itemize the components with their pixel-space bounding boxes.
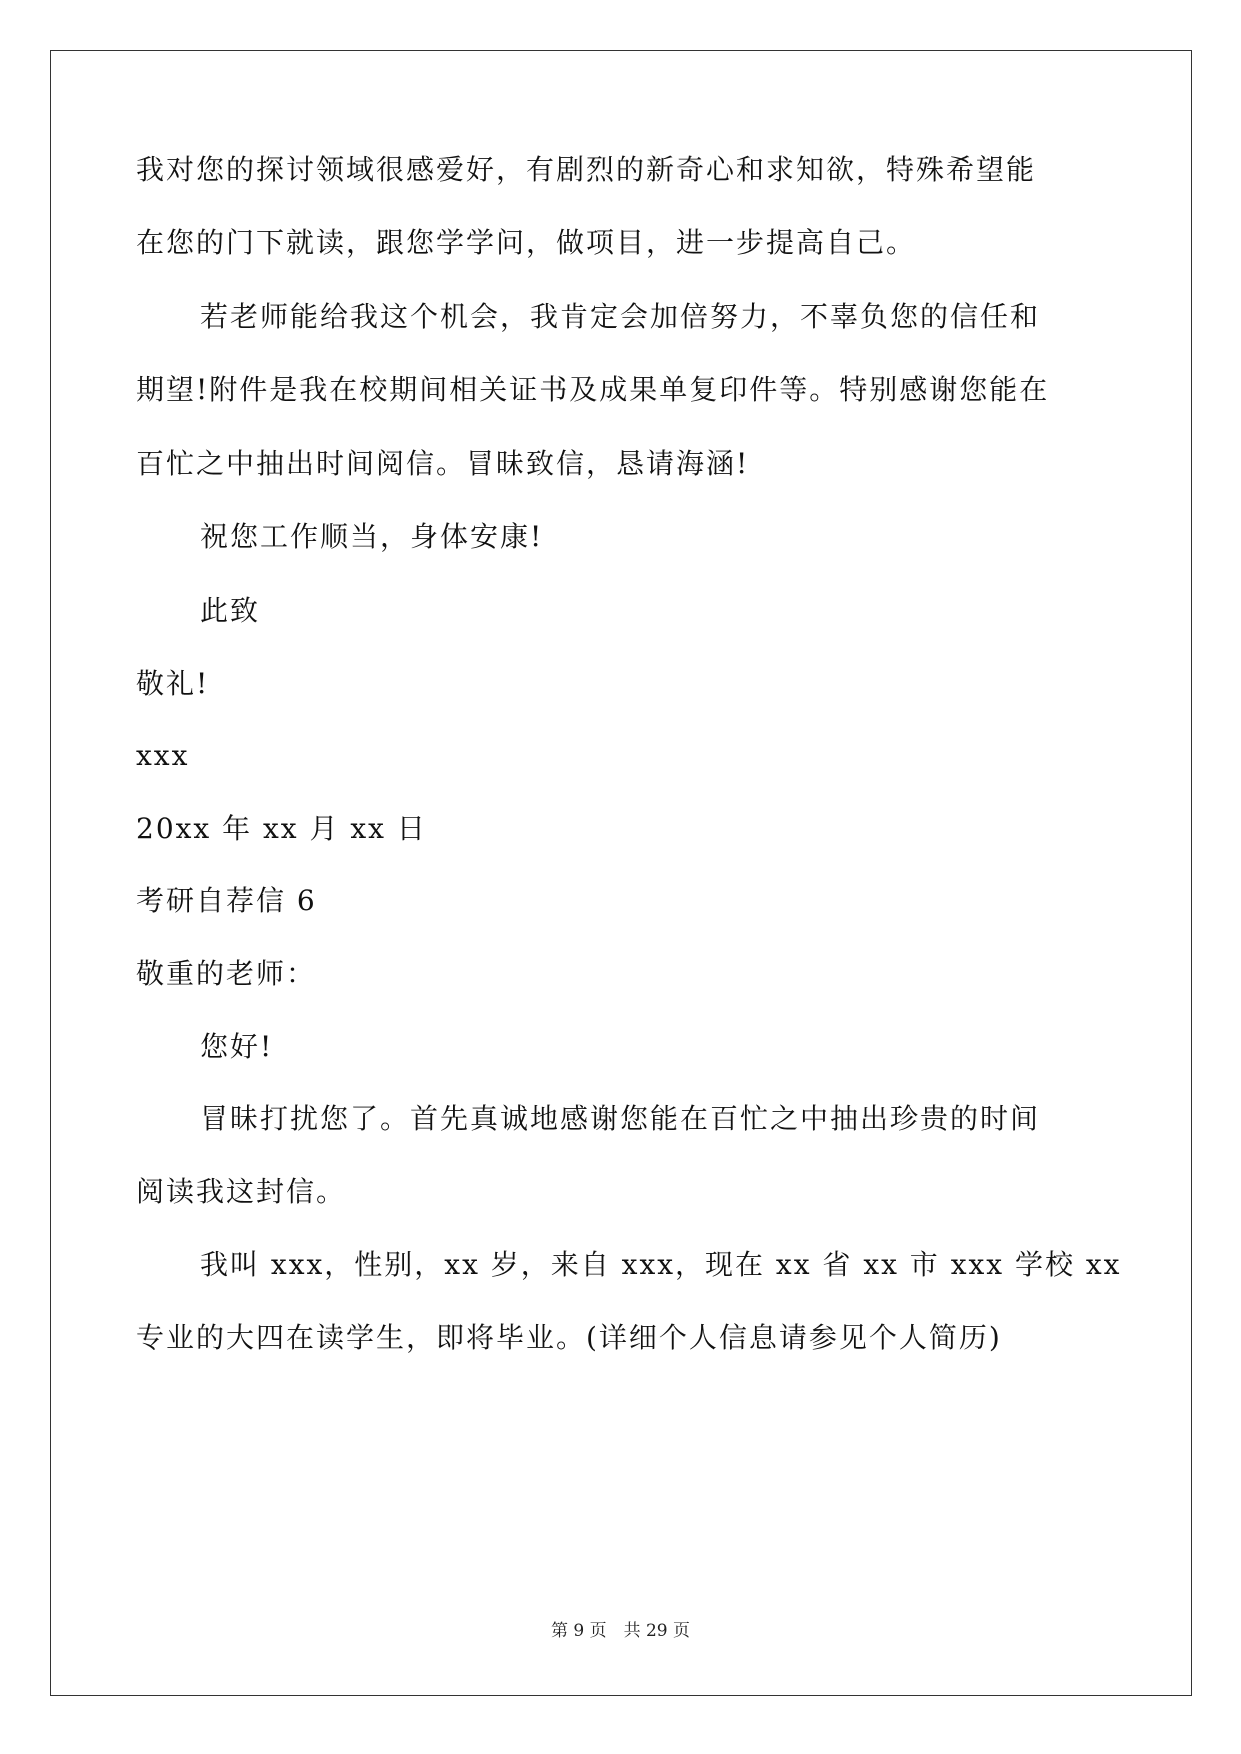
letter-hello: 您好! xyxy=(200,1030,274,1063)
signature-date: 20xx 年 xx 月 xx 日 xyxy=(136,812,427,845)
body-text-line: 百忙之中抽出时间阅信。冒昧致信，恳请海涵! xyxy=(136,447,750,480)
body-text-line: 我对您的探讨领域很感爱好，有剧烈的新奇心和求知欲，特殊希望能 xyxy=(136,153,1037,186)
paragraph-first-line: 若老师能给我这个机会，我肯定会加倍努力，不辜负您的信任和 xyxy=(200,300,1041,333)
body-text-line: 专业的大四在读学生，即将毕业。(详细个人信息请参见个人简历) xyxy=(136,1321,1002,1354)
paragraph-first-line: 我叫 xxx，性别，xx 岁，来自 xxx，现在 xx 省 xx 市 xxx 学校 xx xyxy=(200,1248,1122,1281)
salutation-cizhi: 此致 xyxy=(200,594,261,627)
section-title: 考研自荐信 6 xyxy=(136,884,317,917)
closing-wish: 祝您工作顺当，身体安康! xyxy=(200,520,544,553)
body-text-line: 在您的门下就读，跟您学学问，做项目，进一步提高自己。 xyxy=(136,226,917,259)
letter-greeting: 敬重的老师： xyxy=(136,957,317,990)
salutation-jingli: 敬礼! xyxy=(136,667,210,700)
paragraph-first-line: 冒昧打扰您了。首先真诚地感谢您能在百忙之中抽出珍贵的时间 xyxy=(200,1102,1041,1135)
body-text-line: 阅读我这封信。 xyxy=(136,1175,347,1208)
page-number-footer: 第 9 页 共 29 页 xyxy=(550,1621,691,1641)
body-text-line: 期望!附件是我在校期间相关证书及成果单复印件等。特别感谢您能在 xyxy=(136,373,1050,406)
signature-name: xxx xyxy=(136,739,190,772)
